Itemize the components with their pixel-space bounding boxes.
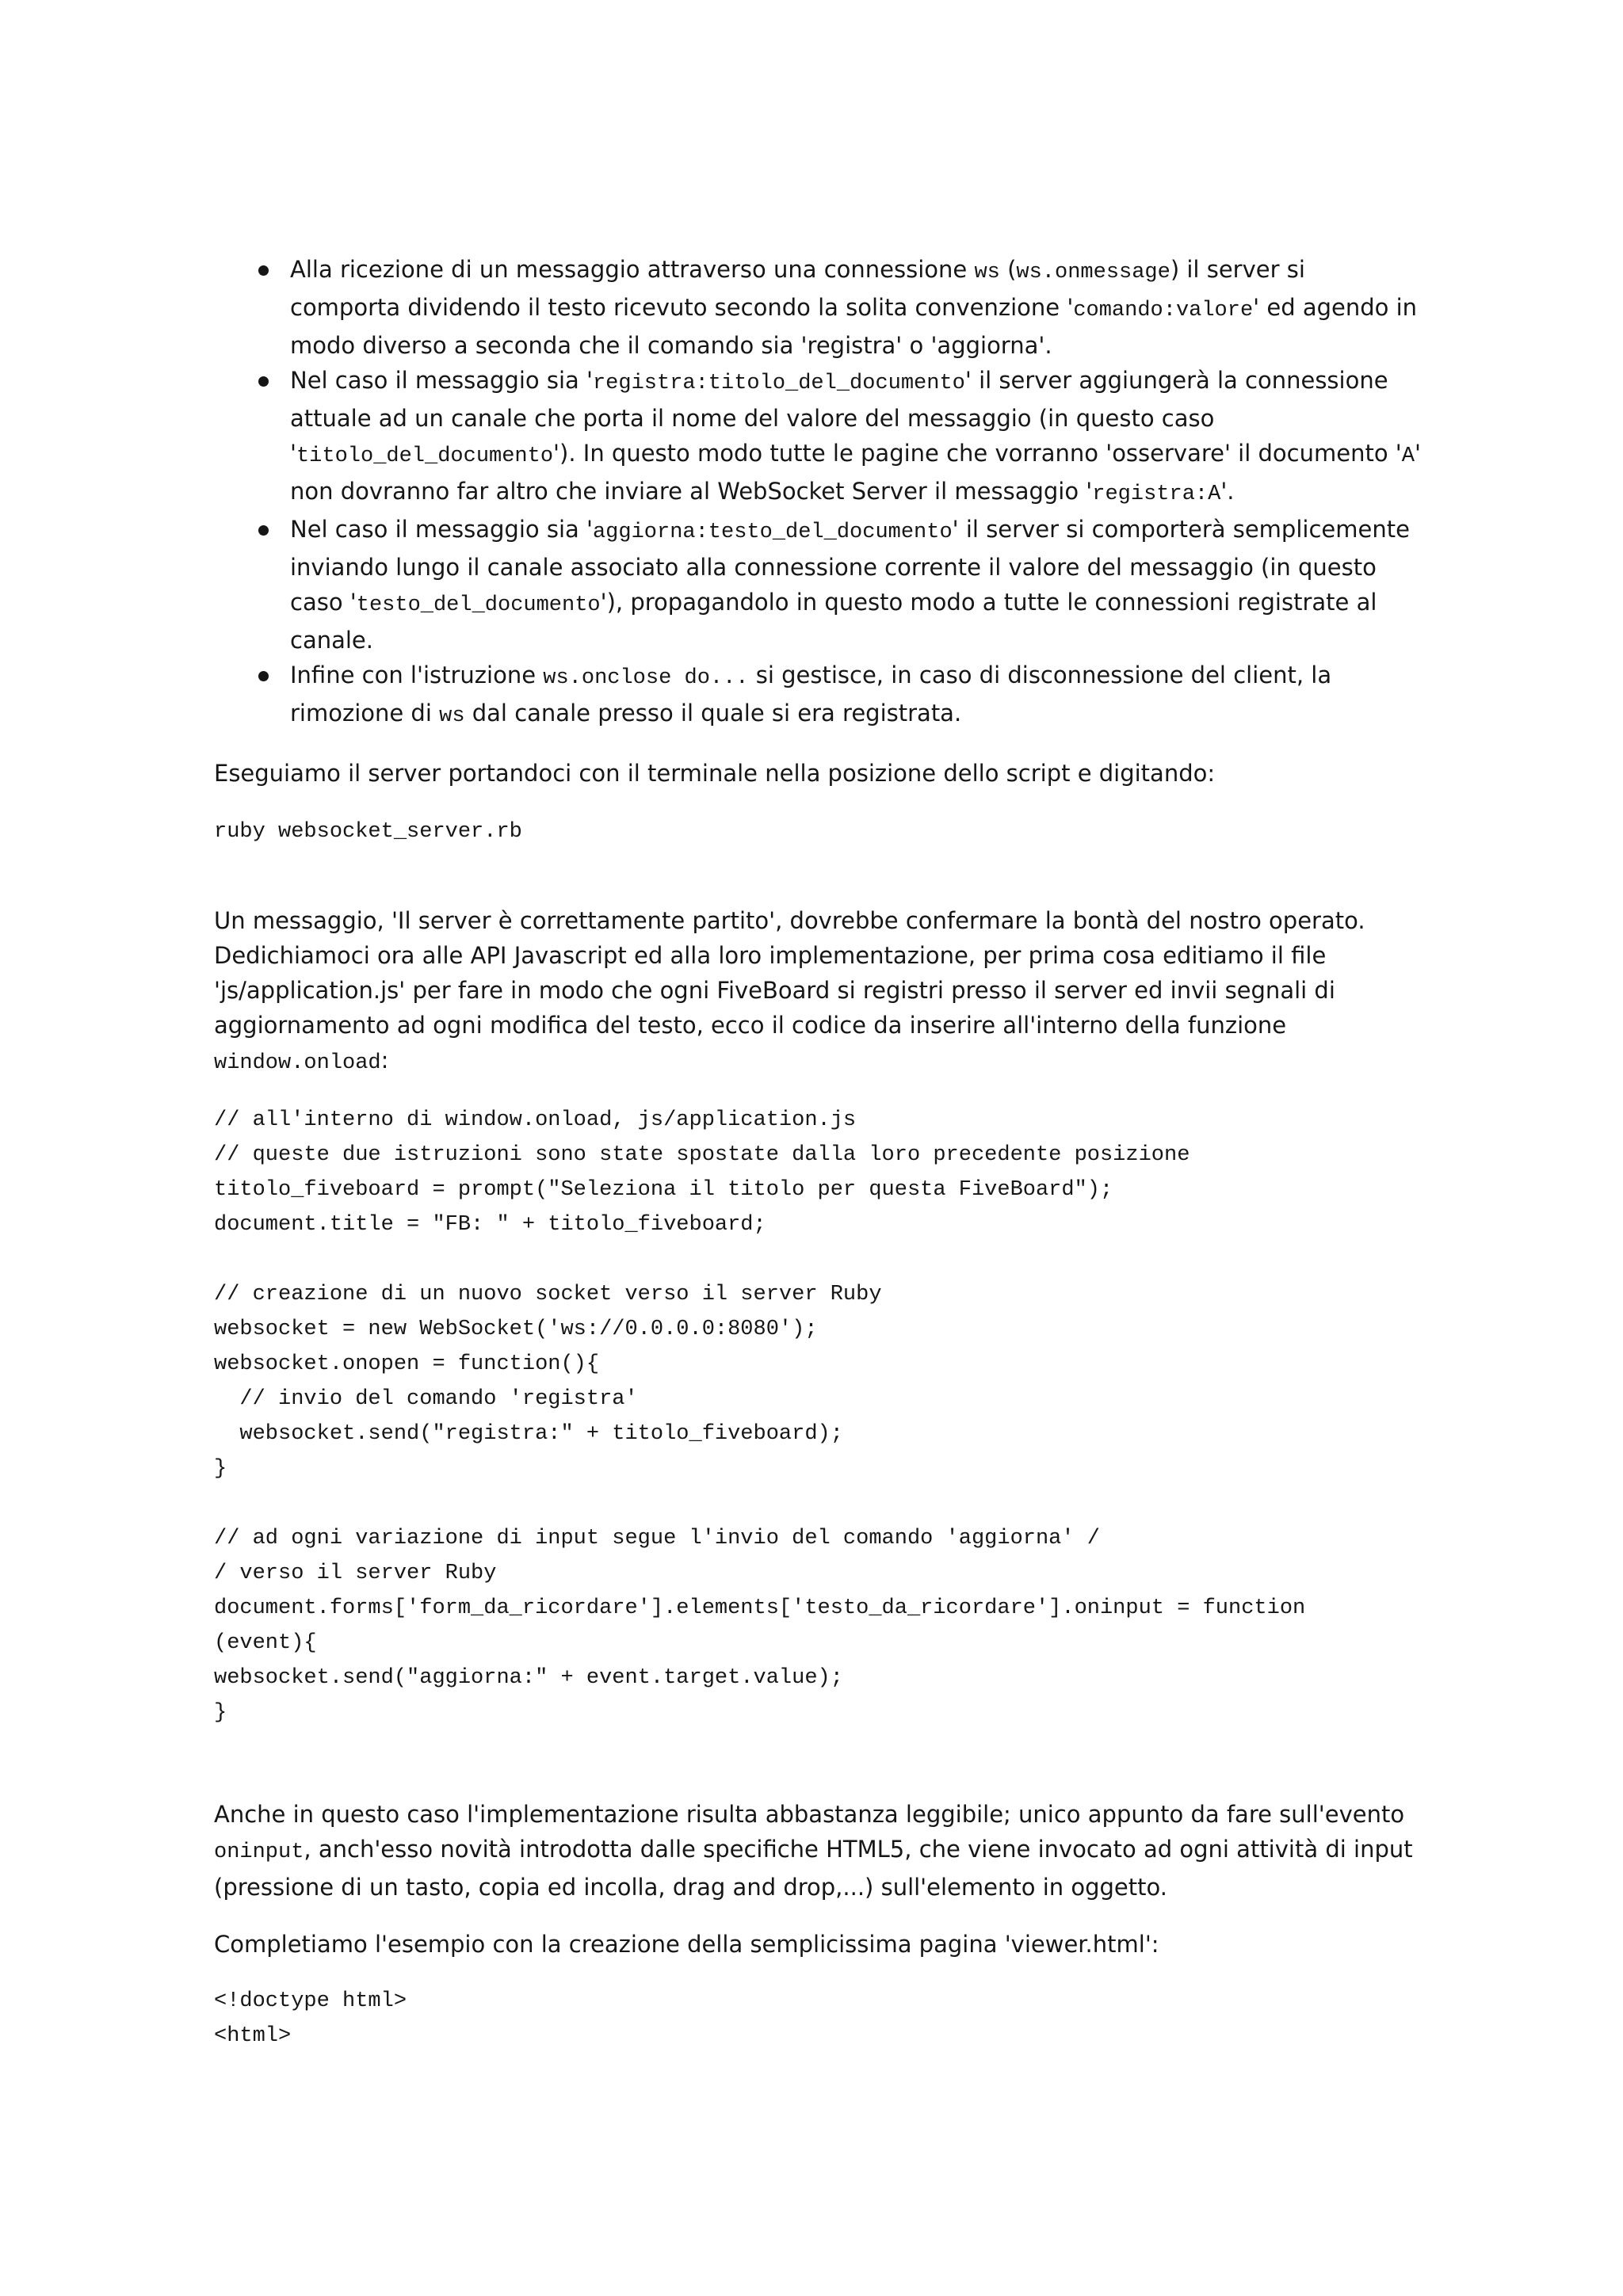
text-run: Nel caso il messaggio sia ' [290,516,593,543]
code-block-run-server: ruby websocket_server.rb [214,820,522,844]
text-run: Anche in questo caso l'implementazione risulta abbastanza leggibile; unico appunto da fare sull'evento [214,1801,1405,1828]
text-run: ( [999,256,1017,283]
list-item [290,658,1423,734]
inline-code: aggiorna:testo_del_documento [592,521,953,544]
list-item [290,252,1423,363]
text-run: Nel caso il messaggio sia ' [290,367,593,394]
paragraph-oninput [214,1797,1423,1905]
text-run: Alla ricezione di un messaggio attraverso una connessione [290,256,975,283]
inline-code: registra:A [1092,482,1221,506]
inline-code: A [1401,444,1415,468]
paragraph-api [214,903,1423,1081]
code-block-viewer-html: <!doctype html> <html> [214,1989,407,2048]
text-run: si gestisce, in caso di disconnessione del client, la rimozione di [290,662,1332,727]
paragraph-run-server: Eseguiamo il server portandoci con il terminale nella posizione dello script e digitando: [214,760,1216,787]
text-run: : [380,1047,389,1074]
text-run: '. [1220,478,1235,505]
list-item [290,363,1423,512]
text-run: '). In questo modo tutte le pagine che vorranno 'osservare' il documento ' [553,440,1402,467]
inline-code: registra:titolo_del_documento [592,372,965,395]
inline-code: window.onload [214,1051,381,1075]
text-run: ' il server si comporterà semplicemente inviando lungo il canale associato alla connessione corrente il valore del messaggio (in questo caso ' [290,516,1410,616]
code-block-application-js: // all'interno di window.onload, js/application.js // queste due istruzioni sono state spostate dalla loro precedente posizione titolo_fiveboard = prompt("Seleziona il titolo per questa FiveBoard"); document.title = "FB: " + titolo_fiveboard; // creazione di un nuovo socket verso il server Ruby websocket = new WebSocket('ws://0.0.0.0:8080'); websocket.onopen = function(){ // invio del comando 'registra' websocket.send("registra:" + titolo_fiveboard); } // ad ogni variazione di input segue l'invio del comando 'aggiorna' / / verso il server Ruby document.forms['form_da_ricordare'].elements['testo_da_ricordare'].oninput = function (event){ websocket.send("aggiorna:" + event.target.value); } [214,1108,1306,1725]
inline-code: oninput [214,1840,304,1864]
text-run: dal canale presso il quale si era registrata. [464,700,962,727]
inline-code: ws [439,704,465,728]
list-item [290,512,1423,658]
inline-code: ws.onmessage [1016,261,1170,284]
inline-code: titolo_del_documento [296,444,554,468]
text-run: , anch'esso novità introdotta dalle specifiche HTML5, che viene invocato ad ogni attività di input (pressione di un tasto, copia ed incolla, drag and drop,...) sull'elemento in oggetto. [214,1836,1413,1901]
text-run: '), propagandolo in questo modo a tutte le connessioni registrate al canale. [290,589,1377,654]
text-run: Un messaggio, 'Il server è correttamente partito', dovrebbe confermare la bontà del nostro operato. Dedichiamoci ora alle API Javascript ed alla loro implementazione, per prima cosa editiamo il file 'js/application.js' per fare in modo che ogni FiveBoard si registri presso il server ed invii segnali di aggiornamento ad ogni modifica del testo, ecco il codice da inserire all'interno della funzione [214,907,1365,1039]
text-run: ) il server si comporta dividendo il testo ricevuto secondo la solita convenzione ' [290,256,1305,321]
text-run: Infine con l'istruzione [290,662,544,688]
inline-code: ws [974,261,1000,284]
inline-code: comando:valore [1073,299,1254,322]
text-run: ' ed agendo in modo diverso a seconda che il comando sia 'registra' o 'aggiorna'. [290,294,1418,359]
document-body [214,252,1423,2054]
server-behavior-list [214,252,1423,734]
paragraph-viewer: Completiamo l'esempio con la creazione della semplicissima pagina 'viewer.html': [214,1931,1159,1958]
text-run: ' il server aggiungerà la connessione attuale ad un canale che porta il nome del valore del messaggio (in questo caso ' [290,367,1388,467]
inline-code: ws.onclose do... [543,666,749,690]
text-run: ' non dovranno far altro che inviare al WebSocket Server il messaggio ' [290,440,1421,505]
inline-code: testo_del_documento [356,593,601,617]
